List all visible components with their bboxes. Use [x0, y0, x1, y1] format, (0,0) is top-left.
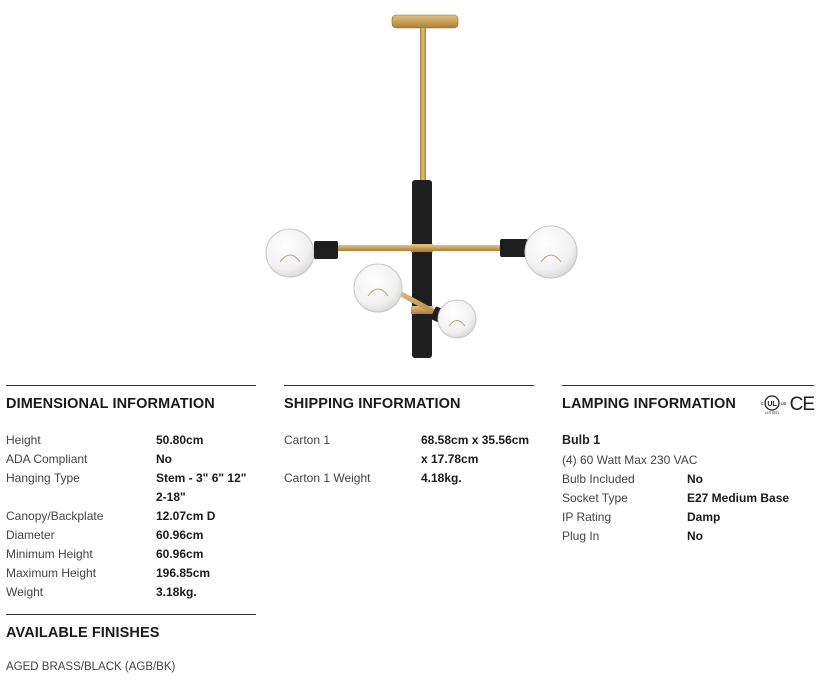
finishes-section [6, 614, 256, 673]
spec-value: 60.96cm [156, 528, 204, 542]
svg-text:c: c [760, 401, 764, 407]
lamping-title: LAMPING INFORMATION [562, 396, 737, 412]
spec-value: No [687, 472, 703, 486]
divider [284, 385, 534, 386]
spec-row [6, 545, 256, 564]
shipping-rows [284, 431, 534, 488]
divider [6, 385, 256, 386]
spec-row [6, 431, 256, 450]
spec-row [6, 526, 256, 545]
spec-label: Canopy/Backplate [6, 509, 104, 523]
divider [562, 385, 814, 386]
spec-row [562, 508, 814, 527]
dimensional-section [6, 385, 256, 602]
spec-row-continuation [284, 450, 534, 469]
spec-label: IP Rating [562, 510, 612, 524]
svg-text:LISTED: LISTED [764, 410, 779, 415]
spec-row [6, 583, 256, 602]
spec-value: 196.85cm [156, 566, 211, 580]
ul-listed-icon [758, 395, 788, 415]
spec-label: Minimum Height [6, 547, 93, 561]
spec-value: 68.58cm x 35.56cm [421, 433, 530, 447]
spec-value: E27 Medium Base [687, 491, 790, 505]
dimensional-title: DIMENSIONAL INFORMATION [6, 396, 215, 412]
spec-label: Maximum Height [6, 566, 97, 580]
dimensional-rows [6, 431, 256, 602]
finish-item: AGED BRASS/BLACK (AGB/BK) [6, 661, 176, 673]
spec-row [562, 489, 814, 508]
spec-label: Diameter [6, 528, 55, 542]
certification-marks [758, 395, 814, 415]
spec-value: No [156, 452, 172, 466]
spec-row [284, 469, 534, 488]
spec-label: Plug In [562, 529, 600, 543]
svg-text:UL: UL [766, 401, 777, 408]
spec-row [6, 564, 256, 583]
spec-value: 12.07cm D [156, 509, 216, 523]
spec-value: 50.80cm [156, 433, 204, 447]
spec-value: No [687, 529, 703, 543]
spec-value: 60.96cm [156, 547, 204, 561]
spec-row [6, 507, 256, 526]
bulb-description: (4) 60 Watt Max 230 VAC [562, 453, 698, 467]
spec-row [562, 527, 814, 546]
spec-value: x 17.78cm [421, 452, 479, 466]
spec-label: Bulb Included [562, 472, 635, 486]
spec-label: Carton 1 [284, 433, 331, 447]
spec-label: Height [6, 433, 41, 447]
finishes-title: AVAILABLE FINISHES [6, 625, 160, 641]
spec-row-continuation [6, 488, 256, 507]
spec-value: Stem - 3" 6" 12" [156, 471, 247, 485]
spec-row [6, 450, 256, 469]
lamping-section [562, 385, 814, 546]
spec-label: Weight [6, 585, 44, 599]
bulb-title: Bulb 1 [562, 433, 601, 447]
spec-row [6, 469, 256, 488]
spec-label: Carton 1 Weight [284, 471, 371, 485]
divider [6, 614, 256, 615]
spec-value: 3.18kg. [156, 585, 197, 599]
spec-value: 4.18kg. [421, 471, 462, 485]
spec-label: Hanging Type [6, 471, 80, 485]
lamping-rows [562, 470, 814, 546]
spec-value: Damp [687, 510, 721, 524]
spec-label: ADA Compliant [6, 452, 88, 466]
spec-row [284, 431, 534, 450]
spec-label: Socket Type [562, 491, 628, 505]
svg-text:us: us [780, 401, 786, 407]
spec-row [562, 470, 814, 489]
shipping-title: SHIPPING INFORMATION [284, 396, 461, 412]
shipping-section [284, 385, 534, 488]
spec-value: 2-18" [156, 490, 186, 504]
ce-mark-icon: CE [789, 394, 814, 415]
